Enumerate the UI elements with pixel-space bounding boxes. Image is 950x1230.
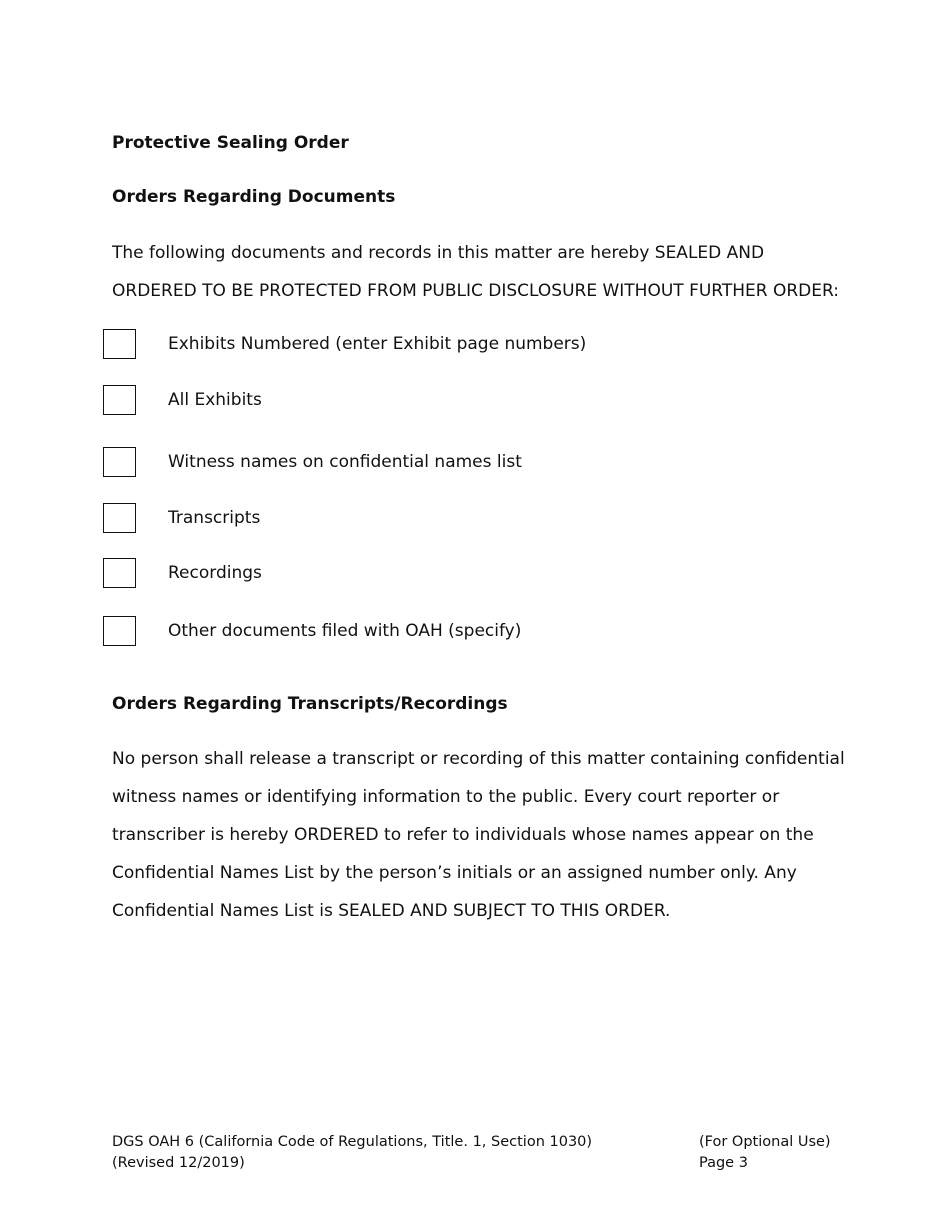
page-title: Protective Sealing Order xyxy=(112,133,349,153)
all-exhibits-checkbox[interactable] xyxy=(103,385,136,415)
intro-line: ORDERED TO BE PROTECTED FROM PUBLIC DISCLOSURE WITHOUT FURTHER ORDER: xyxy=(112,281,840,301)
body-line: witness names or identifying information to the public. Every court reporter or xyxy=(112,787,780,807)
footer-usage: (For Optional Use) xyxy=(699,1134,831,1150)
footer-revised: (Revised 12/2019) xyxy=(112,1155,245,1171)
recordings-checkbox[interactable] xyxy=(103,558,136,588)
other-documents-checkbox[interactable] xyxy=(103,616,136,646)
footer-page-number: Page 3 xyxy=(699,1155,748,1171)
checkbox-row-recordings xyxy=(103,558,803,590)
checkbox-label: Other documents filed with OAH (specify) xyxy=(168,621,522,641)
footer-right xyxy=(699,1132,831,1174)
footer-form-id: DGS OAH 6 (California Code of Regulations, Title. 1, Section 1030) xyxy=(112,1134,593,1150)
transcripts-body-paragraph xyxy=(112,740,845,930)
body-line: No person shall release a transcript or recording of this matter containing confidential xyxy=(112,749,845,769)
checkbox-row-witness-names xyxy=(103,447,803,479)
body-line: transcriber is hereby ORDERED to refer to individuals whose names appear on the xyxy=(112,825,814,845)
checkbox-row-transcripts xyxy=(103,503,803,535)
section-heading-documents: Orders Regarding Documents xyxy=(112,187,396,207)
checkbox-label: Exhibits Numbered (enter Exhibit page numbers) xyxy=(168,334,587,354)
checkbox-label: Transcripts xyxy=(168,508,261,528)
checkbox-label: All Exhibits xyxy=(168,390,262,410)
exhibits-numbered-checkbox[interactable] xyxy=(103,329,136,359)
witness-names-checkbox[interactable] xyxy=(103,447,136,477)
transcripts-checkbox[interactable] xyxy=(103,503,136,533)
checkbox-row-all-exhibits xyxy=(103,385,803,417)
intro-line: The following documents and records in this matter are hereby SEALED AND xyxy=(112,243,765,263)
checkbox-label: Witness names on confidential names list xyxy=(168,452,522,472)
body-line: Confidential Names List is SEALED AND SUBJECT TO THIS ORDER. xyxy=(112,901,671,921)
footer-left xyxy=(112,1132,592,1174)
documents-intro-paragraph xyxy=(112,234,842,310)
checkbox-row-exhibits-numbered xyxy=(103,329,803,361)
body-line: Confidential Names List by the person’s initials or an assigned number only. Any xyxy=(112,863,797,883)
checkbox-label: Recordings xyxy=(168,563,262,583)
checkbox-row-other-documents xyxy=(103,616,803,648)
section-heading-transcripts: Orders Regarding Transcripts/Recordings xyxy=(112,694,508,714)
